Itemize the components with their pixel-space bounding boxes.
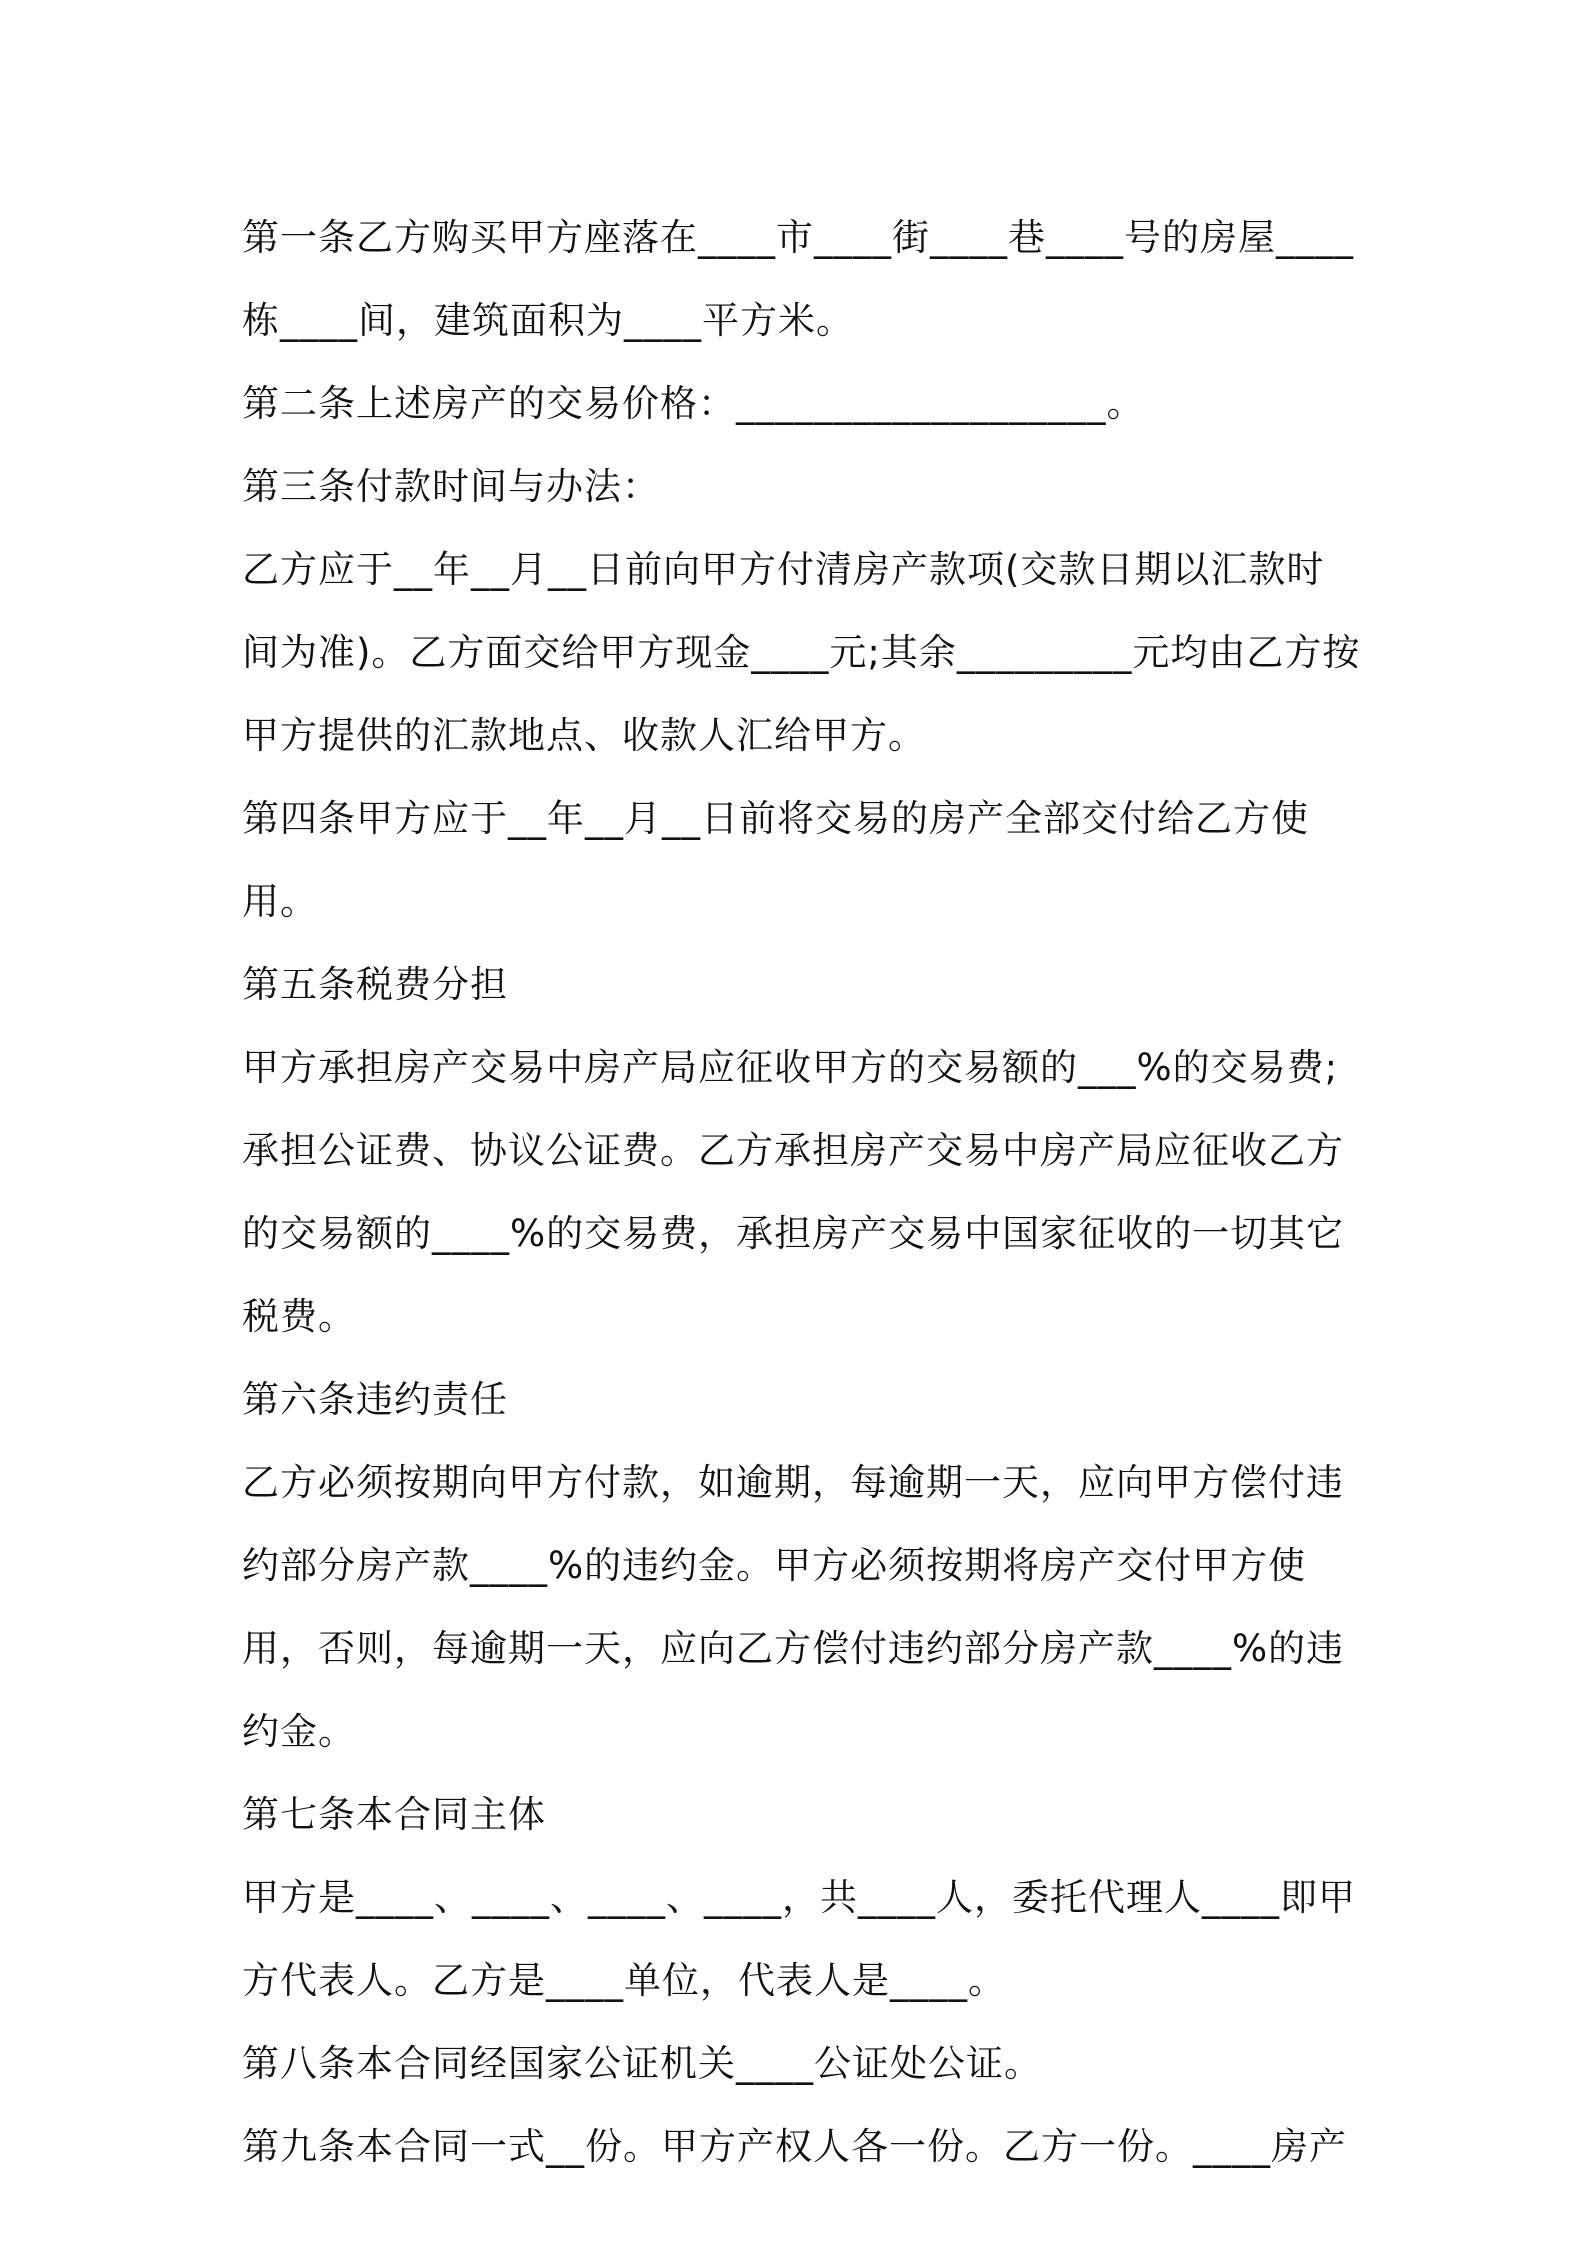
- contract-body: [242, 196, 1362, 2188]
- article-7-parties: 甲方是____、____、____、____，共____人，委托代理人____即甲方代表人。乙方是____单位，代表人是____。: [242, 1876, 1356, 2002]
- article-2-transaction-price: 第二条上述房产的交易价格：___________________。: [242, 382, 1145, 425]
- article-7-heading: 第七条本合同主体: [242, 1793, 546, 1836]
- article-8-notarization: 第八条本合同经国家公证机关____公证处公证。: [242, 2042, 1042, 2085]
- article-5-tax-sharing: 甲方承担房产交易中房产局应征收甲方的交易额的___%的交易费;承担公证费、协议公证费。乙方承担房产交易中房产局应征收乙方的交易额的____%的交易费，承担房产交易中国家征收的一切其它税费。: [242, 1046, 1345, 1338]
- article-4-delivery: 第四条甲方应于__年__月__日前将交易的房产全部交付给乙方使用。: [242, 797, 1309, 923]
- article-3-heading: 第三条付款时间与办法：: [242, 465, 660, 508]
- article-5-heading: 第五条税费分担: [242, 963, 508, 1006]
- article-9-copies: 第九条本合同一式__份。甲方产权人各一份。乙方一份。____房产: [242, 2125, 1347, 2168]
- article-1-property-location: 第一条乙方购买甲方座落在____市____街____巷____号的房屋____栋____间，建筑面积为____平方米。: [242, 216, 1354, 342]
- article-6-breach-liability: 乙方必须按期向甲方付款，如逾期，每逾期一天，应向甲方偿付违约部分房产款____%的违约金。甲方必须按期将房产交付甲方使用，否则，每逾期一天，应向乙方偿付违约部分房产款____%的违约金。: [242, 1461, 1345, 1753]
- article-3-payment-terms: 乙方应于__年__月__日前向甲方付清房产款项(交款日期以汇款时间为准)。乙方面交给甲方现金____元;其余_________元均由乙方按甲方提供的汇款地点、收款人汇给甲方。: [242, 548, 1361, 757]
- article-6-heading: 第六条违约责任: [242, 1378, 508, 1421]
